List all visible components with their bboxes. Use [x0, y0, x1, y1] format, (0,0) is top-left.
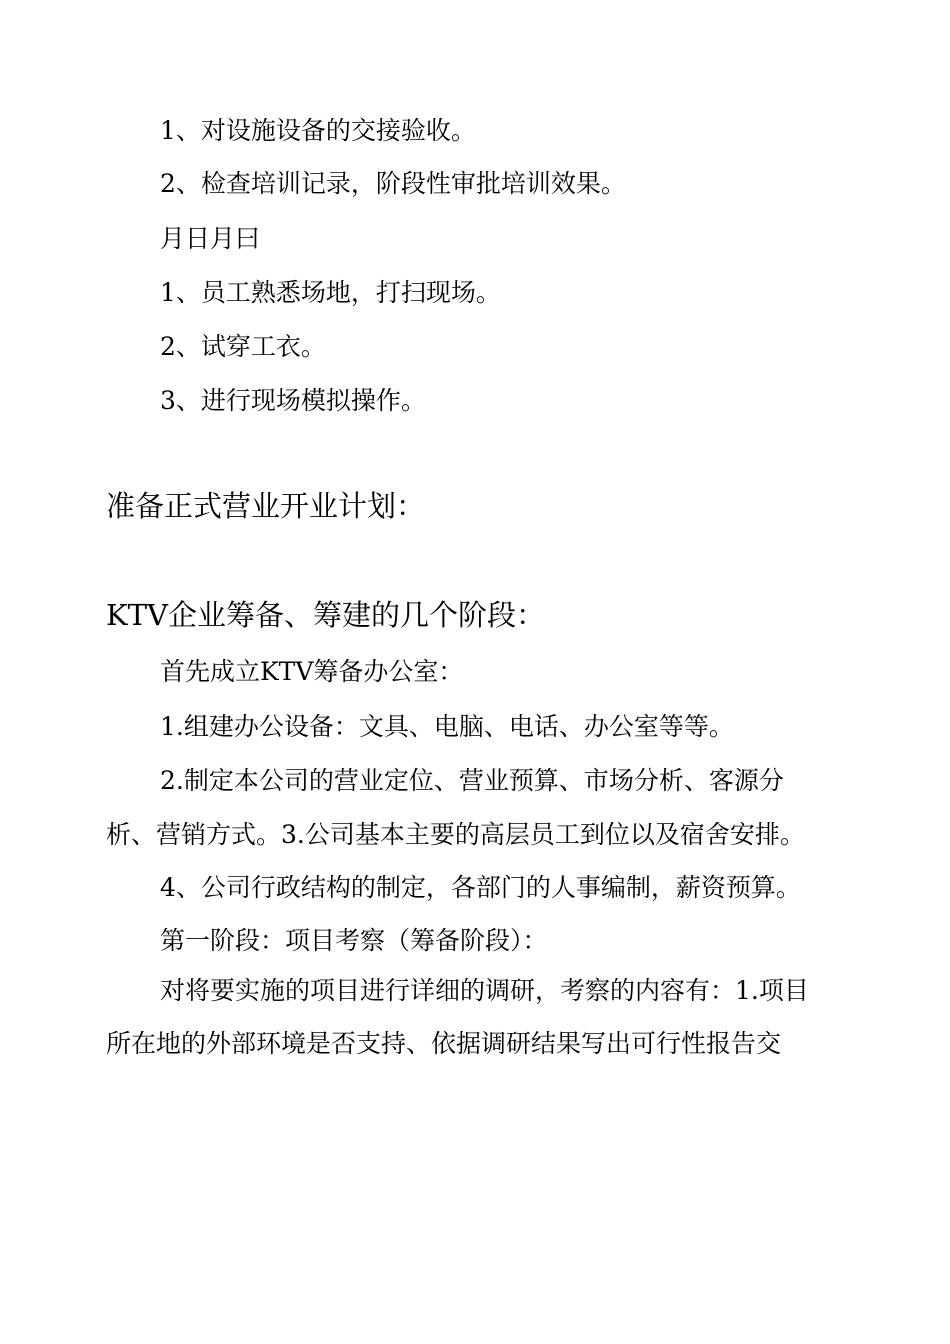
paragraph-line: 4、公司行政结构的制定，各部门的人事编制，薪资预算。: [160, 873, 801, 902]
paragraph-line: 所在地的外部环境是否支持、依据调研结果写出可行性报告交: [106, 1029, 782, 1058]
paragraph-line: 1、员工熟悉场地，打扫现场。: [160, 278, 501, 307]
paragraph-line: 析、营销方式。3.公司基本主要的高层员工到位以及宿舍安排。: [106, 820, 805, 849]
section-heading: 准备正式营业开业计划：: [106, 489, 426, 523]
section-heading: KTV企业筹备、筹建的几个阶段：: [106, 598, 545, 632]
paragraph-line: 2、试穿工衣。: [160, 332, 326, 361]
paragraph-line: 2.制定本公司的营业定位、营业预算、市场分析、客源分: [160, 766, 784, 795]
paragraph-line: 2、检查培训记录，阶段性审批培训效果。: [160, 169, 626, 198]
paragraph-line: 首先成立KTV筹备办公室：: [160, 657, 464, 686]
date-line: 月日月曰: [160, 224, 261, 253]
paragraph-line: 1、对设施设备的交接验收。: [160, 116, 476, 145]
paragraph-line: 第一阶段：项目考察（筹备阶段）：: [160, 926, 548, 955]
paragraph-line: 对将要实施的项目进行详细的调研，考察的内容有：1.项目: [160, 976, 809, 1005]
paragraph-line: 3、进行现场模拟操作。: [160, 386, 426, 415]
paragraph-line: 1.组建办公设备：文具、电脑、电话、办公室等等。: [160, 712, 734, 741]
